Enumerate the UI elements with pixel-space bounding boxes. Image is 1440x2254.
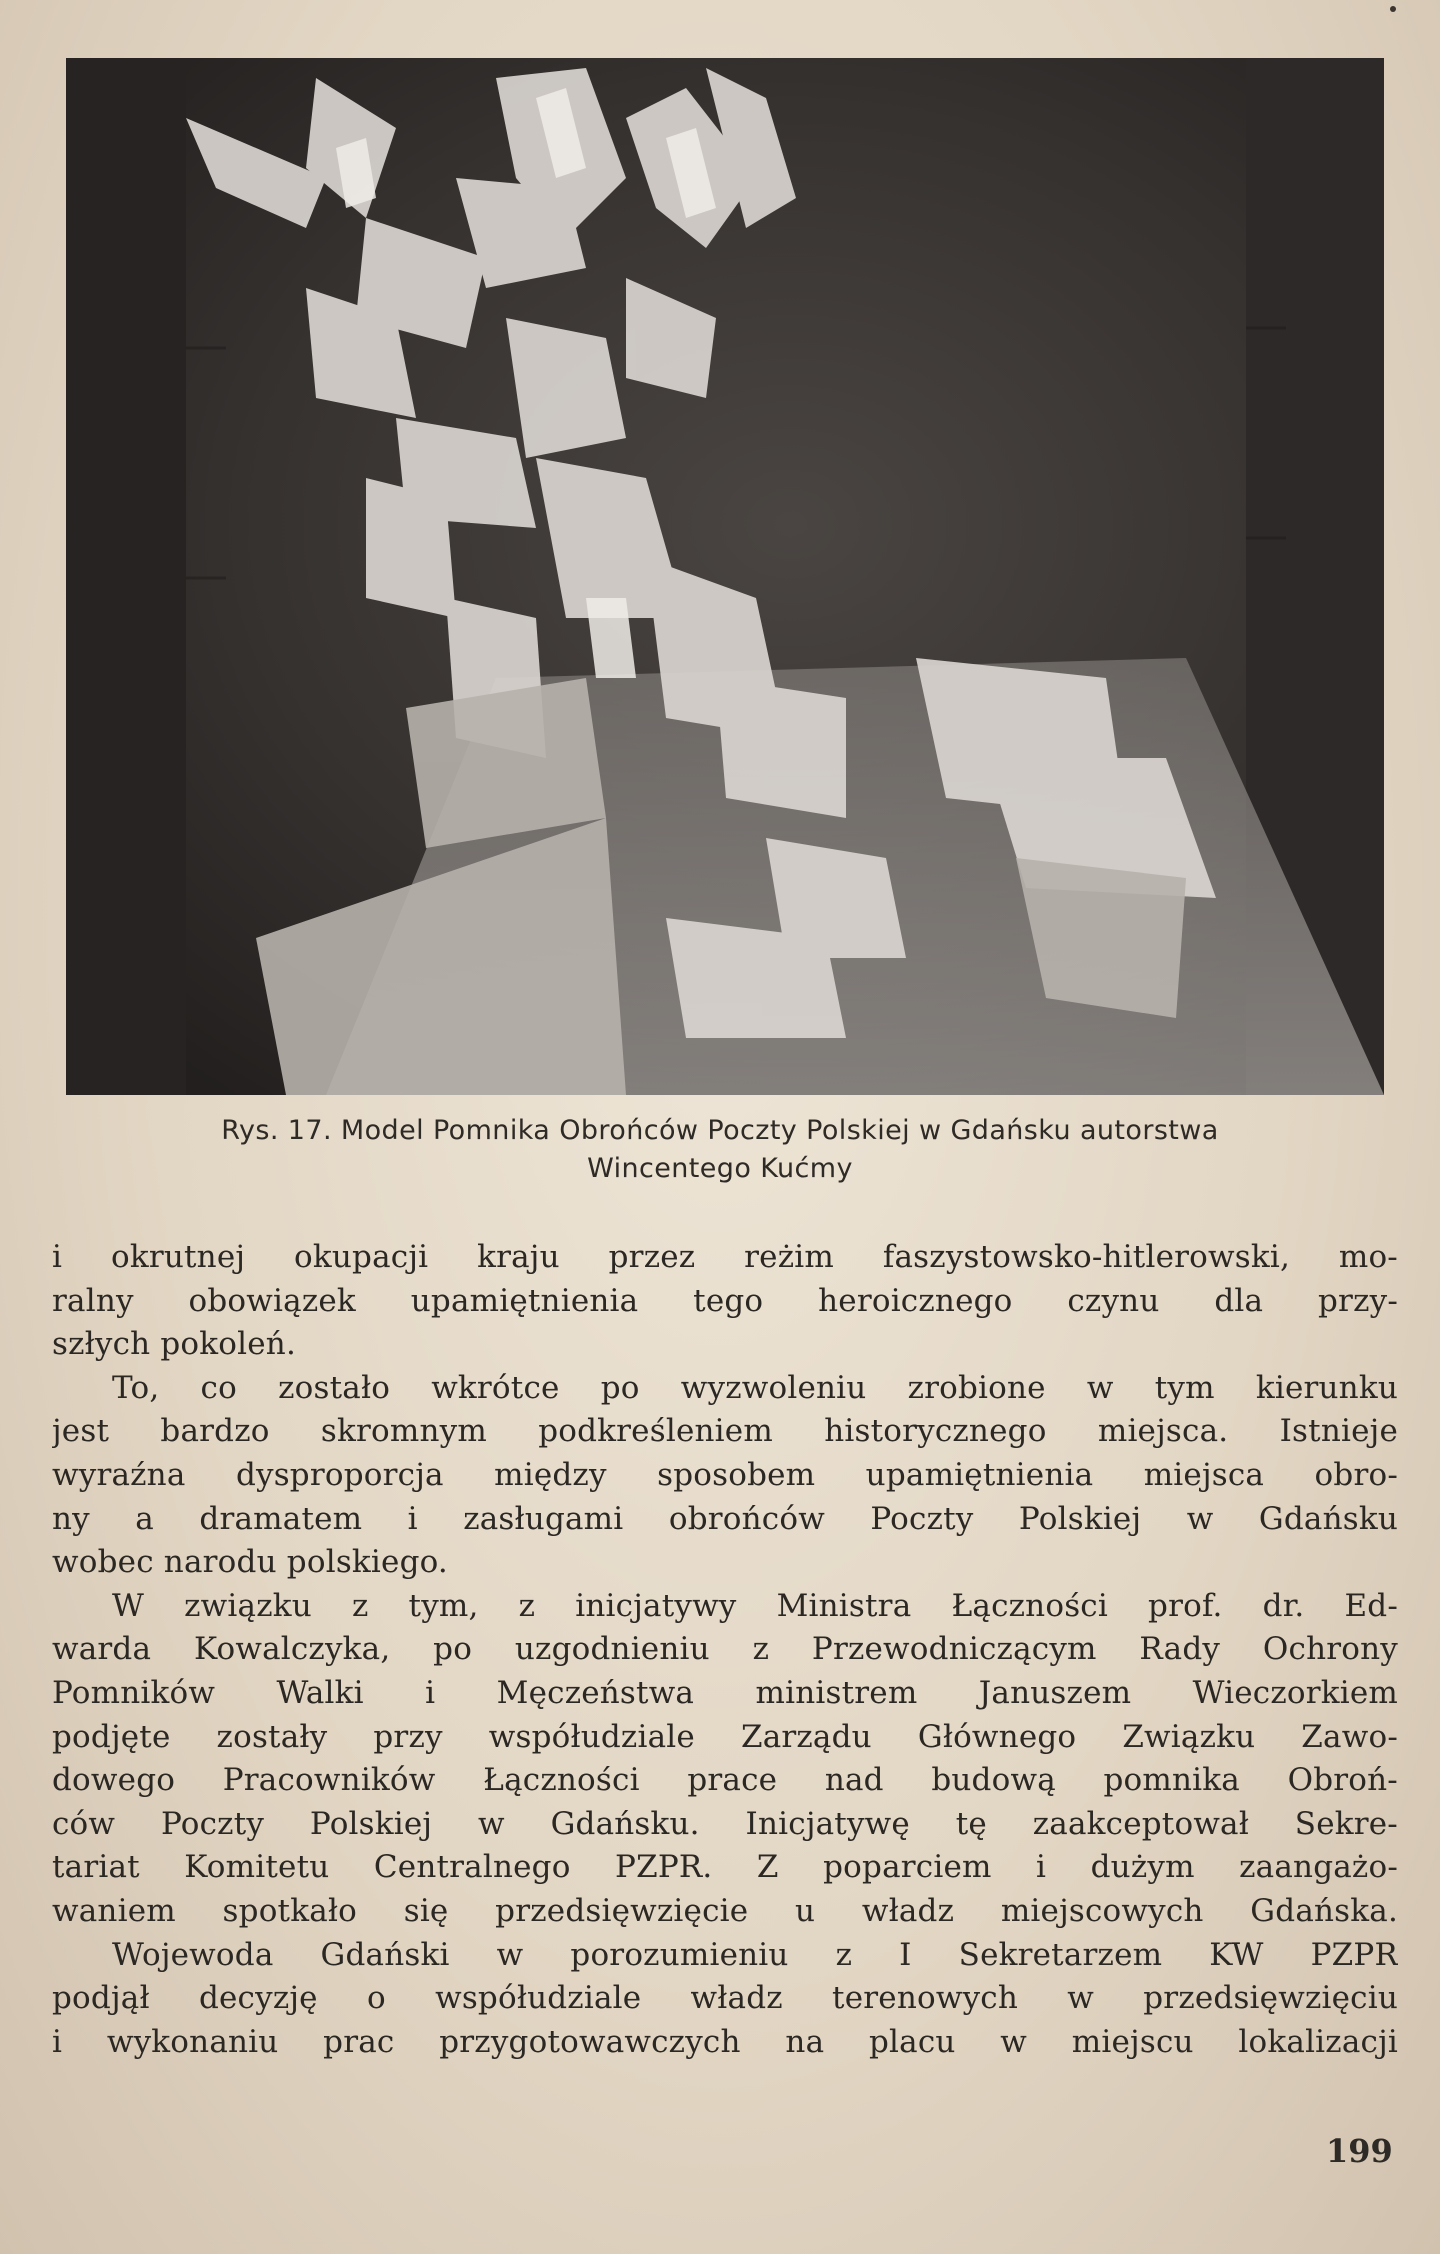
caption-line-2: Wincentego Kućmy [587, 1153, 853, 1184]
text-line: W związku z tym, z inicjatywy Ministra Łączności prof. dr. Ed- [112, 1587, 1398, 1624]
text-line: waniem spotkało się przedsięwzięcie u władz miejscowych Gdańska. [52, 1892, 1398, 1929]
text-line: jest bardzo skromnym podkreśleniem historycznego miejsca. Istnieje [52, 1413, 1398, 1450]
caption-line-1: Rys. 17. Model Pomnika Obrońców Poczty Polskiej w Gdańsku autorstwa [221, 1115, 1219, 1146]
body-text [52, 1236, 1398, 2064]
page-number: 199 [1326, 2132, 1393, 2170]
text-line: Pomników Walki i Męczeństwa ministrem Januszem Wieczorkiem [52, 1674, 1398, 1711]
text-line: wyraźna dysproporcja między sposobem upamiętnienia miejsca obro- [52, 1456, 1398, 1493]
text-line: Wojewoda Gdański w porozumieniu z I Sekretarzem KW PZPR [112, 1936, 1398, 1973]
text-line: dowego Pracowników Łączności prace nad budową pomnika Obroń- [52, 1762, 1398, 1799]
text-line: tariat Komitetu Centralnego PZPR. Z poparciem i dużym zaangażo- [52, 1849, 1398, 1886]
text-line: ców Poczty Polskiej w Gdańsku. Inicjatywę tę zaakceptował Sekre- [52, 1805, 1398, 1842]
sculpture-photo-icon [66, 58, 1384, 1095]
text-line: i wykonaniu prac przygotowawczych na placu w miejscu lokalizacji [52, 2023, 1398, 2060]
text-line: ralny obowiązek upamiętnienia tego heroicznego czynu dla przy- [52, 1282, 1398, 1319]
text-line: i okrutnej okupacji kraju przez reżim faszystowsko-hitlerowski, mo- [52, 1239, 1398, 1275]
monument-model-photo [66, 58, 1384, 1095]
text-line: To, co zostało wkrótce po wyzwoleniu zrobione w tym kierunku [112, 1369, 1398, 1406]
text-line: ny a dramatem i zasługami obrońców Poczty Polskiej w Gdańsku [52, 1500, 1398, 1537]
text-line: podjął decyzję o współudziale władz terenowych w przedsięwzięciu [52, 1980, 1398, 2017]
text-line: wobec narodu polskiego. [52, 1544, 448, 1581]
text-line: podjęte zostały przy współudziale Zarządu Głównego Związku Zawo- [52, 1718, 1398, 1755]
text-line: szłych pokoleń. [52, 1326, 297, 1363]
ink-speck [1390, 6, 1396, 12]
text-line: warda Kowalczyka, po uzgodnieniu z Przewodniczącym Rady Ochrony [52, 1631, 1398, 1668]
figure-caption [40, 1112, 1400, 1188]
